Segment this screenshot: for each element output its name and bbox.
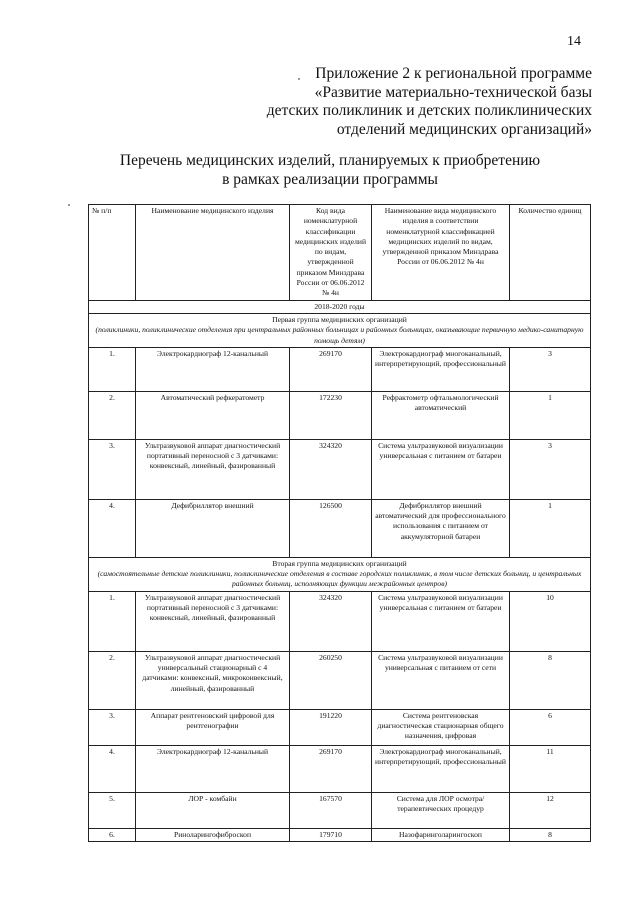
appendix-header <box>152 65 592 139</box>
cell-name: Аппарат рентгеновский цифровой для рентгенографии <box>136 709 290 745</box>
cell-qty: 6 <box>510 709 591 745</box>
cell-qty: 8 <box>510 828 591 841</box>
cell-num: 3. <box>89 709 136 745</box>
cell-qty: 8 <box>510 651 591 709</box>
cell-num: 1. <box>89 591 136 651</box>
cell-kind: Система рентгеновская диагностическая стационарная общего назначения, цифровая <box>372 709 510 745</box>
group-header <box>89 313 591 347</box>
cell-name: Ультразвуковой аппарат диагностический универсальный стационарный с 4 датчиками: конвексный, микроконвексный, линейный, фазированный <box>136 651 290 709</box>
table-row <box>89 792 591 828</box>
table-row <box>89 651 591 709</box>
group-header <box>89 557 591 591</box>
cell-num: 3. <box>89 439 136 499</box>
cell-code: 260250 <box>290 651 372 709</box>
cell-kind: Система ультразвуковой визуализации универсальная с питанием от сети <box>372 651 510 709</box>
table-row <box>89 439 591 499</box>
cell-name: Дефибриллятор внешний <box>136 499 290 557</box>
cell-name: Ультразвуковой аппарат диагностический портативный переносной с 3 датчиками: конвексный, линейный, фазированный <box>136 439 290 499</box>
header-qty: Количество единиц <box>510 205 591 301</box>
cell-num: 2. <box>89 391 136 439</box>
appendix-line: детских поликлиник и детских поликлинических <box>266 102 592 119</box>
group-description: (поликлиники, поликлинические отделения при центральных районных больницах и районных больницах, оказывающие первичную медико-санитарную помощь детям) <box>95 325 584 345</box>
cell-kind: Система ультразвуковой визуализации универсальная с питанием от батареи <box>372 591 510 651</box>
cell-kind: Назофаринголарингоскоп <box>372 828 510 841</box>
table-header-row <box>89 205 591 301</box>
cell-num: 4. <box>89 745 136 792</box>
header-name: Наименование медицинского изделия <box>136 205 290 301</box>
header-code: Код вида номенклатурной классификации медицинских изделий по видам, утвержденной приказом Минздрава России от 06.06.2012 № 4н <box>290 205 372 301</box>
cell-code: 269170 <box>290 745 372 792</box>
group-title: Вторая группа медицинских организаций <box>272 558 407 568</box>
table-row <box>89 591 591 651</box>
title-line: Перечень медицинских изделий, планируемых к приобретению <box>119 152 541 169</box>
cell-code: 269170 <box>290 347 372 391</box>
cell-name: Ультразвуковой аппарат диагностический портативный переносной с 3 датчиками: конвексный, линейный, фазированный <box>136 591 290 651</box>
table-row <box>89 709 591 745</box>
period-row: 2018-2020 годы <box>89 300 591 313</box>
equipment-table <box>88 204 591 842</box>
header-kind: Наименование вида медицинского изделия в соответствии номенклатурной классификацией медицинских изделий по видам, утвержденной приказом Минздрава России от 06.06.2012 № 4н <box>372 205 510 301</box>
cell-name: Электрокардиограф 12-канальный <box>136 347 290 391</box>
cell-code: 172230 <box>290 391 372 439</box>
appendix-line: Приложение 2 к региональной программе <box>315 65 592 82</box>
cell-name: ЛОР - комбайн <box>136 792 290 828</box>
cell-qty: 3 <box>510 439 591 499</box>
cell-num: 5. <box>89 792 136 828</box>
cell-qty: 3 <box>510 347 591 391</box>
cell-code: 126500 <box>290 499 372 557</box>
cell-num: 4. <box>89 499 136 557</box>
cell-name: Риноларингофиброскоп <box>136 828 290 841</box>
cell-kind: Система ультразвуковой визуализации универсальная с питанием от батареи <box>372 439 510 499</box>
cell-kind: Электрокардиограф многоканальный, интерпретирующий, профессиональный <box>372 347 510 391</box>
cell-kind: Система для ЛОР осмотра/терапевтических процедур <box>372 792 510 828</box>
table-row <box>89 347 591 391</box>
page-number: 14 <box>567 34 581 49</box>
cell-qty: 12 <box>510 792 591 828</box>
title-line: в рамках реализации программы <box>222 170 438 188</box>
cell-num: 2. <box>89 651 136 709</box>
table-row <box>89 745 591 792</box>
cell-num: 6. <box>89 828 136 841</box>
appendix-line: «Развитие материально-технической базы <box>314 83 592 101</box>
cell-qty: 11 <box>510 745 591 792</box>
cell-code: 167570 <box>290 792 372 828</box>
group-description: (самостоятельные детские поликлиники, поликлинические отделения в составе городских поликлиник, в том числе детских больниц, и центральных районных больниц, исполняющих функции межрайонных центров) <box>97 569 582 589</box>
cell-code: 324320 <box>290 439 372 499</box>
header-num: № п/п <box>89 205 136 301</box>
cell-name: Электрокардиограф 12-канальный <box>136 745 290 792</box>
cell-kind: Электрокардиограф многоканальный, интерпретирующий, профессиональный <box>372 745 510 792</box>
table-row <box>89 391 591 439</box>
cell-code: 191220 <box>290 709 372 745</box>
cell-num: 1. <box>89 347 136 391</box>
cell-qty: 1 <box>510 499 591 557</box>
table-row <box>89 828 591 841</box>
cell-kind: Рефрактометр офтальмологический автоматический <box>372 391 510 439</box>
cell-qty: 1 <box>510 391 591 439</box>
scan-artifact <box>68 204 70 206</box>
cell-code: 324320 <box>290 591 372 651</box>
cell-code: 179710 <box>290 828 372 841</box>
cell-name: Автоматический рефкератометр <box>136 391 290 439</box>
table-row <box>89 499 591 557</box>
cell-kind: Дефибриллятор внешний автоматический для профессионального использования с питанием от аккумуляторной батареи <box>372 499 510 557</box>
appendix-line: отделений медицинских организаций» <box>336 120 592 138</box>
document-title <box>80 152 580 189</box>
cell-qty: 10 <box>510 591 591 651</box>
group-title: Первая группа медицинских организаций <box>272 314 407 324</box>
scan-artifact <box>298 78 300 80</box>
